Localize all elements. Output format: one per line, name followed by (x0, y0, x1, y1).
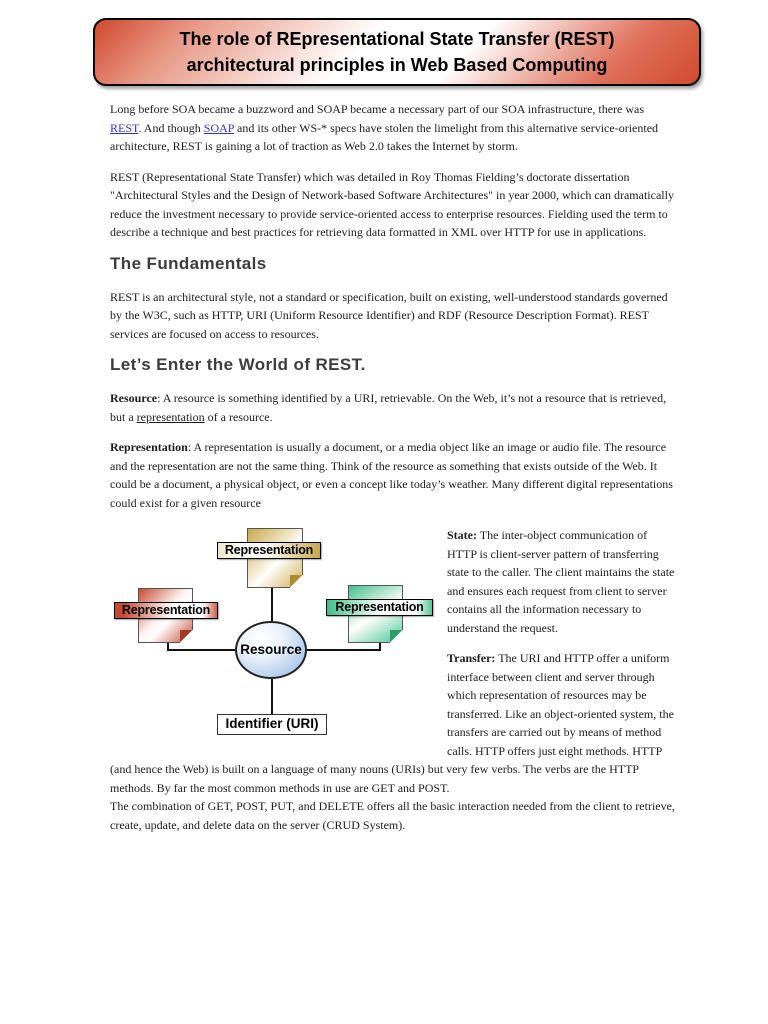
connector-left-stub (167, 643, 169, 650)
representation-label-gold: Representation (217, 542, 321, 559)
paragraph-crud: The combination of GET, POST, PUT, and DELETE offers all the basic interaction needed from the client to retrieve, create, update, and delete data on the server (CRUD System). (110, 799, 675, 832)
text-run: Long before SOA became a buzzword and SOAP became a necessary part of our SOA infrastructure, there was (110, 102, 645, 116)
paragraph-intro (110, 100, 676, 156)
state-lead: State: (447, 528, 477, 542)
page-fold-icon (180, 630, 193, 643)
connector-right-line (307, 649, 381, 651)
text-run: The inter-object communication of HTTP is client-server pattern of transferring state to the caller. The client maintains the state and ensures each request from client to server contains all the information necessary to understand the request. (447, 528, 675, 635)
rest-diagram (105, 526, 439, 744)
soap-link[interactable]: SOAP (203, 120, 235, 135)
paragraph-resource (110, 389, 676, 426)
heading-fundamentals: The Fundamentals (110, 253, 267, 273)
heading-world-of-rest: Let’s Enter the World of REST. (110, 355, 366, 374)
page-fold-icon (290, 575, 303, 588)
resource-node: Resource (235, 621, 307, 679)
connector-top-line (271, 588, 273, 621)
representation-label-red: Representation (114, 602, 218, 619)
paragraph-representation (110, 438, 676, 512)
text-run: and its other WS-* specs have stolen the limelight from this alternative service-oriented architecture, REST is gaining a lot of traction as Web 2.0 takes the Internet by storm. (110, 120, 659, 153)
connector-left-line (167, 649, 235, 651)
representation-lead: Representation (110, 440, 188, 454)
paragraph-history: REST (Representational State Transfer) which was detailed in Roy Thomas Fielding’s doctorate dissertation "Architectural Styles and the Design of Network-based Software Architectures" in year 2000, which can dramatically reduce the investment necessary to provide service-oriented access to enterprise resources. Fielding used the term to describe a technique and best practices for retrieving data formatted in XML over HTTP for use in applications. (110, 169, 674, 239)
title-banner (93, 18, 701, 86)
title-line-1: The role of REpresentational State Transfer (REST) (179, 29, 615, 49)
connector-bottom-line (271, 679, 273, 714)
transfer-lead: Transfer: (447, 651, 496, 665)
rest-link[interactable]: REST (110, 120, 139, 135)
paragraph-fundamentals: REST is an architectural style, not a standard or specification, built on existing, well-understood standards governed by the W3C, such as HTTP, URI (Uniform Resource Identifier) and RDF (Resource Description Format). REST services are focused on access to resources. (110, 289, 668, 341)
text-run: : A representation is usually a document, or a media object like an image or audio file. The resource and the representation are not the same thing. Think of the resource as something that exists outside of the Web. It could be a document, a physical object, or even a concept like today’s weather. Many different digital representations could exist for a given resource (110, 440, 673, 510)
page-fold-icon (390, 630, 403, 643)
representation-underlined: representation (136, 409, 205, 424)
text-run: of a resource. (204, 409, 273, 424)
resource-lead: Resource (110, 391, 158, 405)
identifier-uri-node: Identifier (URI) (217, 714, 327, 735)
title-line-2: architectural principles in Web Based Computing (186, 55, 608, 75)
document-body (110, 100, 676, 846)
representation-label-green: Representation (326, 599, 433, 616)
connector-right-stub (379, 643, 381, 650)
text-run: . And though (138, 120, 204, 135)
text-run: The URI and HTTP offer a uniform interface between client and server through which representation of resources may be transferred. Like an object-oriented system, the transfers are carried out by means of method calls. HTTP offers just eight methods. HTTP (and hence the Web) is built on a language of many nouns (URIs) but very few verbs. The verbs are the HTTP methods. By far the most common methods in use are GET and POST. (110, 651, 674, 795)
text-run: : A resource is something identified by a URI, retrievable. On the Web, it’s not a resource that is retrieved, but a (110, 391, 667, 424)
